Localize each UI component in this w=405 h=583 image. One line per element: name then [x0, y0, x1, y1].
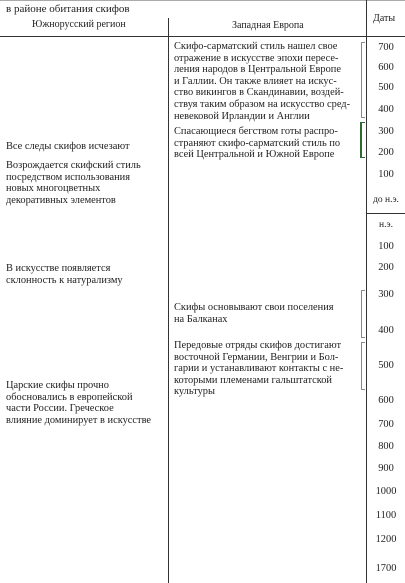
column-header-west: Западная Европа	[232, 20, 304, 31]
header-rule	[0, 36, 405, 37]
date-label: 200	[378, 262, 394, 273]
page-caption: в районе обитания скифов	[6, 3, 130, 15]
date-label-ce: н.э.	[379, 220, 393, 230]
south-traces-disappear: Все следы скифов исчезают	[6, 141, 130, 152]
date-label: 1000	[375, 486, 397, 497]
date-label: 300	[378, 289, 394, 300]
date-label: 100	[378, 241, 394, 252]
date-label: 700	[378, 42, 394, 53]
west-advance: Передовые отряды скифов достигают восточной Германии, Венгрии и Бол- гарии и устанавливают контакты с не- которыми племенами гальштатской культуры	[174, 340, 344, 398]
date-label: 600	[378, 395, 394, 406]
date-label: 400	[378, 104, 394, 115]
date-label: 1700	[375, 563, 397, 574]
date-label: 500	[378, 82, 394, 93]
date-range-bracket-highlighted	[360, 122, 365, 158]
date-label: 1100	[375, 510, 397, 521]
date-label: 100	[378, 169, 394, 180]
date-label: 500	[378, 360, 394, 371]
date-label: 300	[378, 126, 394, 137]
date-label: 400	[378, 325, 394, 336]
west-goths: Спасающиеся бегством готы распро- страняют скифо-сарматский стиль по всей Центральной и Южной Европе	[174, 126, 341, 161]
date-range-bracket	[361, 42, 365, 118]
date-label: 600	[378, 62, 394, 73]
era-divider-rule	[367, 213, 405, 214]
date-label: 1200	[375, 534, 397, 545]
date-label: 800	[378, 441, 394, 452]
date-label: 700	[378, 419, 394, 430]
date-range-bracket	[361, 342, 365, 390]
date-label-bce: до н.э.	[373, 195, 399, 205]
south-royal-scythians: Царские скифы прочно обосновались в европейской части России. Греческое влияние доминирует в искусстве	[6, 380, 152, 426]
west-balkans: Скифы основывают свои поселения на Балканах	[174, 302, 334, 325]
column-header-dates: Даты	[373, 13, 396, 24]
south-style-revival: Возрождается скифский стиль посредством использования новых многоцветных декоративных элементов	[6, 160, 141, 206]
top-edge-rule	[0, 0, 405, 1]
date-label: 200	[378, 147, 394, 158]
date-range-bracket	[361, 290, 365, 338]
column-divider-south-west	[168, 18, 169, 583]
west-style-spread: Скифо-сарматский стиль нашел свое отражение в искусстве эпохи пересе- ления народов в Центральной Европе и Галлии. Он также влияет на искус- ство викингов в Скандинавии, воздей- ствуя таким образом на искусство сред- невековой Ирландии и Англии	[174, 41, 351, 122]
date-label: 900	[378, 463, 394, 474]
column-header-south: Южнорусский регион	[32, 19, 126, 30]
south-naturalism: В искусстве появляется склонность к натурализму	[6, 263, 123, 286]
